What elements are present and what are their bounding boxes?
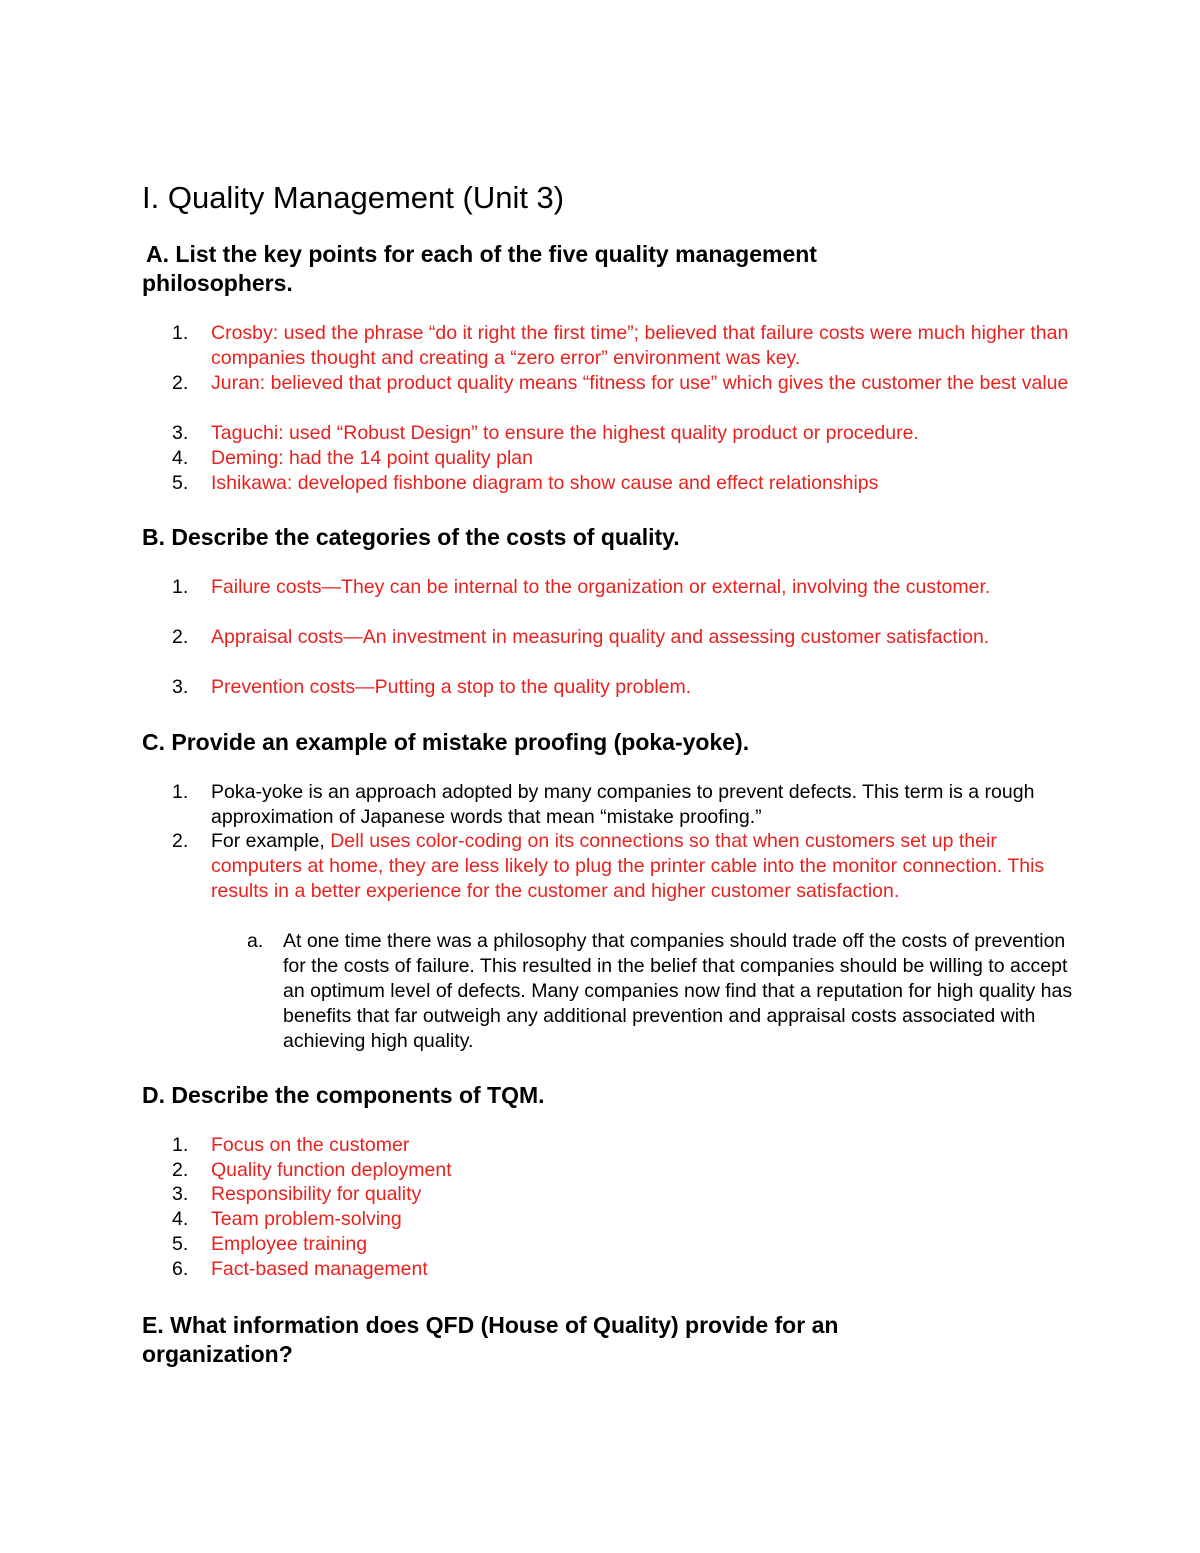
list-text: Prevention costs—Putting a stop to the quality problem. xyxy=(211,676,692,698)
list-number: 5. xyxy=(172,472,189,494)
section-e-heading: E. What information does QFD (House of Quality) provide for an organization? xyxy=(142,1312,839,1367)
list-text: Crosby: used the phrase “do it right the first time”; believed that failure costs were much higher than companies thought and creating a “zero error” environment was key. xyxy=(211,322,1069,369)
list-text: Focus on the customer xyxy=(211,1134,410,1156)
list-number: 3. xyxy=(172,676,189,698)
section-c-heading: C. Provide an example of mistake proofing (poka-yoke). xyxy=(142,729,750,755)
list-text: Employee training xyxy=(211,1233,368,1255)
list-number: 1. xyxy=(172,322,189,344)
list-number: 4. xyxy=(172,447,189,469)
list-text-answer: Dell uses color-coding on its connections so that when customers set up their computers at home, they are less likely to plug the printer cable into the monitor connection. This results in a better experience for the customer and higher customer satisfaction. xyxy=(211,830,1045,902)
sub-list-text: At one time there was a philosophy that companies should trade off the costs of prevention for the costs of failure. This resulted in the belief that companies should be willing to accept an optimum level of defects. Many companies now find that a reputation for high quality has benefits that far outweigh any additional prevention and appraisal costs associated with achieving high quality. xyxy=(283,930,1073,1052)
list-text: Juran: believed that product quality means “fitness for use” which gives the customer the best value xyxy=(211,372,1069,394)
list-number: 2. xyxy=(172,372,189,394)
list-number: 3. xyxy=(172,1183,189,1205)
list-number: 4. xyxy=(172,1208,189,1230)
list-text-prefix: For example, xyxy=(211,830,331,852)
list-text: Poka-yoke is an approach adopted by many companies to prevent defects. This term is a rough approximation of Japanese words that mean “mistake proofing.” xyxy=(211,781,1035,828)
list-text xyxy=(211,829,1061,904)
list-number: 2. xyxy=(172,626,189,648)
list-text: Ishikawa: developed fishbone diagram to show cause and effect relationships xyxy=(211,472,879,494)
list-number: 1. xyxy=(172,576,189,598)
list-text: Appraisal costs—An investment in measuring quality and assessing customer satisfaction. xyxy=(211,626,990,648)
section-a-heading: A. List the key points for each of the five quality management philosophers. xyxy=(142,241,817,296)
section-d-heading: D. Describe the components of TQM. xyxy=(142,1082,545,1108)
list-number: 2. xyxy=(172,1159,189,1181)
list-text: Deming: had the 14 point quality plan xyxy=(211,447,533,469)
section-b-heading: B. Describe the categories of the costs of quality. xyxy=(142,524,680,550)
list-number: 1. xyxy=(172,781,189,803)
list-text: Team problem-solving xyxy=(211,1208,402,1230)
list-text: Responsibility for quality xyxy=(211,1183,422,1205)
page-title: I. Quality Management (Unit 3) xyxy=(142,180,565,215)
list-number: 2. xyxy=(172,830,189,852)
list-number: 6. xyxy=(172,1258,189,1280)
list-text: Fact-based management xyxy=(211,1258,428,1280)
list-number: 3. xyxy=(172,422,189,444)
list-text: Quality function deployment xyxy=(211,1159,452,1181)
list-number: 5. xyxy=(172,1233,189,1255)
sub-list-letter: a. xyxy=(247,930,264,952)
list-number: 1. xyxy=(172,1134,189,1156)
list-text: Failure costs—They can be internal to the organization or external, involving the customer. xyxy=(211,576,991,598)
list-text: Taguchi: used “Robust Design” to ensure the highest quality product or procedure. xyxy=(211,422,919,444)
